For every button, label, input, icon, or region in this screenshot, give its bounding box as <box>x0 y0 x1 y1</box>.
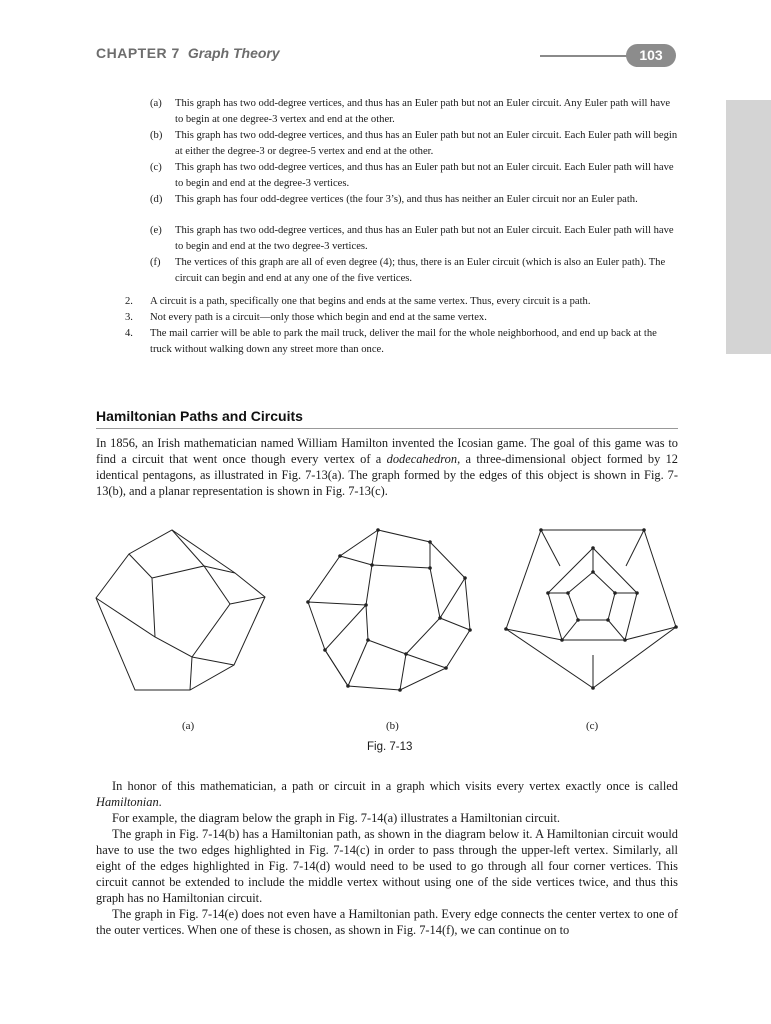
chapter-side-tab <box>726 100 771 354</box>
intro-emphasis: dodecahedron <box>386 452 458 466</box>
item-text: The mail carrier will be able to park the mail truck, deliver the mail for the whole neighborhood, and end up back at the truck without walking down any street more than once. <box>150 328 657 355</box>
figure-caption: Fig. 7-13 <box>367 741 413 753</box>
answer-item-d <box>150 192 680 208</box>
item-text: This graph has two odd-degree vertices, and thus has an Euler path but not an Euler circuit. Each Euler path will have to begin and end at the two degree-3 vertices. <box>175 225 674 252</box>
chapter-title: Graph Theory <box>187 45 280 61</box>
item-text: Not every path is a circuit—only those which begin and end at the same vertex. <box>150 312 487 323</box>
answer-2 <box>125 294 680 310</box>
wireframe-vertices <box>306 528 472 692</box>
section-rule <box>96 428 678 429</box>
item-label: (a) <box>150 98 162 109</box>
answer-3 <box>125 310 680 326</box>
answer-item-c <box>150 160 680 191</box>
subfigure-label-a: (a) <box>182 720 195 732</box>
figure-7-13 <box>88 520 688 700</box>
planar-dodecahedron-graph <box>506 530 676 688</box>
item-label: (b) <box>150 130 163 141</box>
section-title: Hamiltonian Paths and Circuits <box>96 408 303 424</box>
paragraph-no-path: The graph in Fig. 7-14(e) does not even have a Hamiltonian path. Every edge connects the center vertex to one of the outer vertices. When one of these is chosen, as shown in Fig. 7-14(f), we can continue on to <box>96 907 678 937</box>
header-rule <box>540 55 635 57</box>
p1-text-a: In honor of this mathematician, a path or circuit in a graph which visits every vertex exactly once is called <box>112 779 678 793</box>
answer-item-a <box>150 96 680 127</box>
chapter-header <box>96 45 280 61</box>
intro-text-a: In 1856, an Irish mathematician named William Hamilton invented the Icosian game. The goal of this game was to find a circuit that went once though every vertex of a <box>96 436 678 466</box>
item-text: This graph has two odd-degree vertices, and thus has an Euler path but not an Euler circuit. Any Euler path will have to begin at one degree-3 vertex and end at the other. <box>175 98 671 125</box>
subfigure-label-c: (c) <box>586 720 599 732</box>
subfigure-label-b: (b) <box>386 720 399 732</box>
chapter-number: CHAPTER 7 <box>96 45 180 61</box>
intro-text-b: , a three-dimensional object formed by 12 identical pentagons, as illustrated in Fig. 7-13(a). The graph formed by the edges of this object is shown in Fig. 7-13(b), and a planar representation is shown in Fig. 7-13(c). <box>96 452 678 498</box>
item-label: (e) <box>150 225 162 236</box>
item-text: This graph has four odd-degree vertices (the four 3’s), and thus has neither an Euler circuit nor an Euler path. <box>175 194 638 205</box>
p1-text-b: . <box>158 795 162 809</box>
answer-item-e <box>150 223 680 254</box>
paragraph-hamiltonian-path: The graph in Fig. 7-14(b) has a Hamiltonian path, as shown in the diagram below it. A Hamiltonian circuit would have to use the two edges highlighted in Fig. 7-14(c) in order to pass through the upper-left vertex. Similarly, all eight of the edges highlighted in Fig. 7-14(d) would need to be used to go through all four corner vertices. This circuit cannot be extended to include the middle vertex without using one of the side vertices twice, and thus this graph has no Hamiltonian circuit. <box>96 827 678 905</box>
item-text: This graph has two odd-degree vertices, and thus has an Euler path but not an Euler circuit. Each Euler path will have to begin and end at the degree-3 vertices. <box>175 162 674 189</box>
answer-item-f <box>150 255 680 286</box>
item-number: 2. <box>125 296 133 307</box>
item-text: This graph has two odd-degree vertices, and thus has an Euler path but not an Euler circuit. Each Euler path will begin at either the degree-3 or degree-5 vertex and end at the other. <box>175 130 678 157</box>
item-label: (c) <box>150 162 162 173</box>
section-intro <box>96 435 678 499</box>
item-text: A circuit is a path, specifically one that begins and ends at the same vertex. Thus, every circuit is a path. <box>150 296 591 307</box>
dodecahedron-solid-drawing <box>96 530 265 690</box>
answer-item-b <box>150 128 680 159</box>
page-number: 103 <box>626 44 676 67</box>
item-text: The vertices of this graph are all of even degree (4); thus, there is an Euler circuit (which is also an Euler path). The circuit can begin and end at any one of the five vertices. <box>175 257 666 284</box>
item-number: 4. <box>125 328 133 339</box>
item-number: 3. <box>125 312 133 323</box>
paragraph-hamiltonian-definition <box>96 778 678 810</box>
answer-4 <box>125 326 680 357</box>
paragraph-example: For example, the diagram below the graph in Fig. 7-14(a) illustrates a Hamiltonian circuit. <box>112 811 561 825</box>
p1-emphasis: Hamiltonian <box>96 795 159 809</box>
item-label: (f) <box>150 257 161 268</box>
dodecahedron-wireframe-graph <box>308 530 470 690</box>
item-label: (d) <box>150 194 163 205</box>
